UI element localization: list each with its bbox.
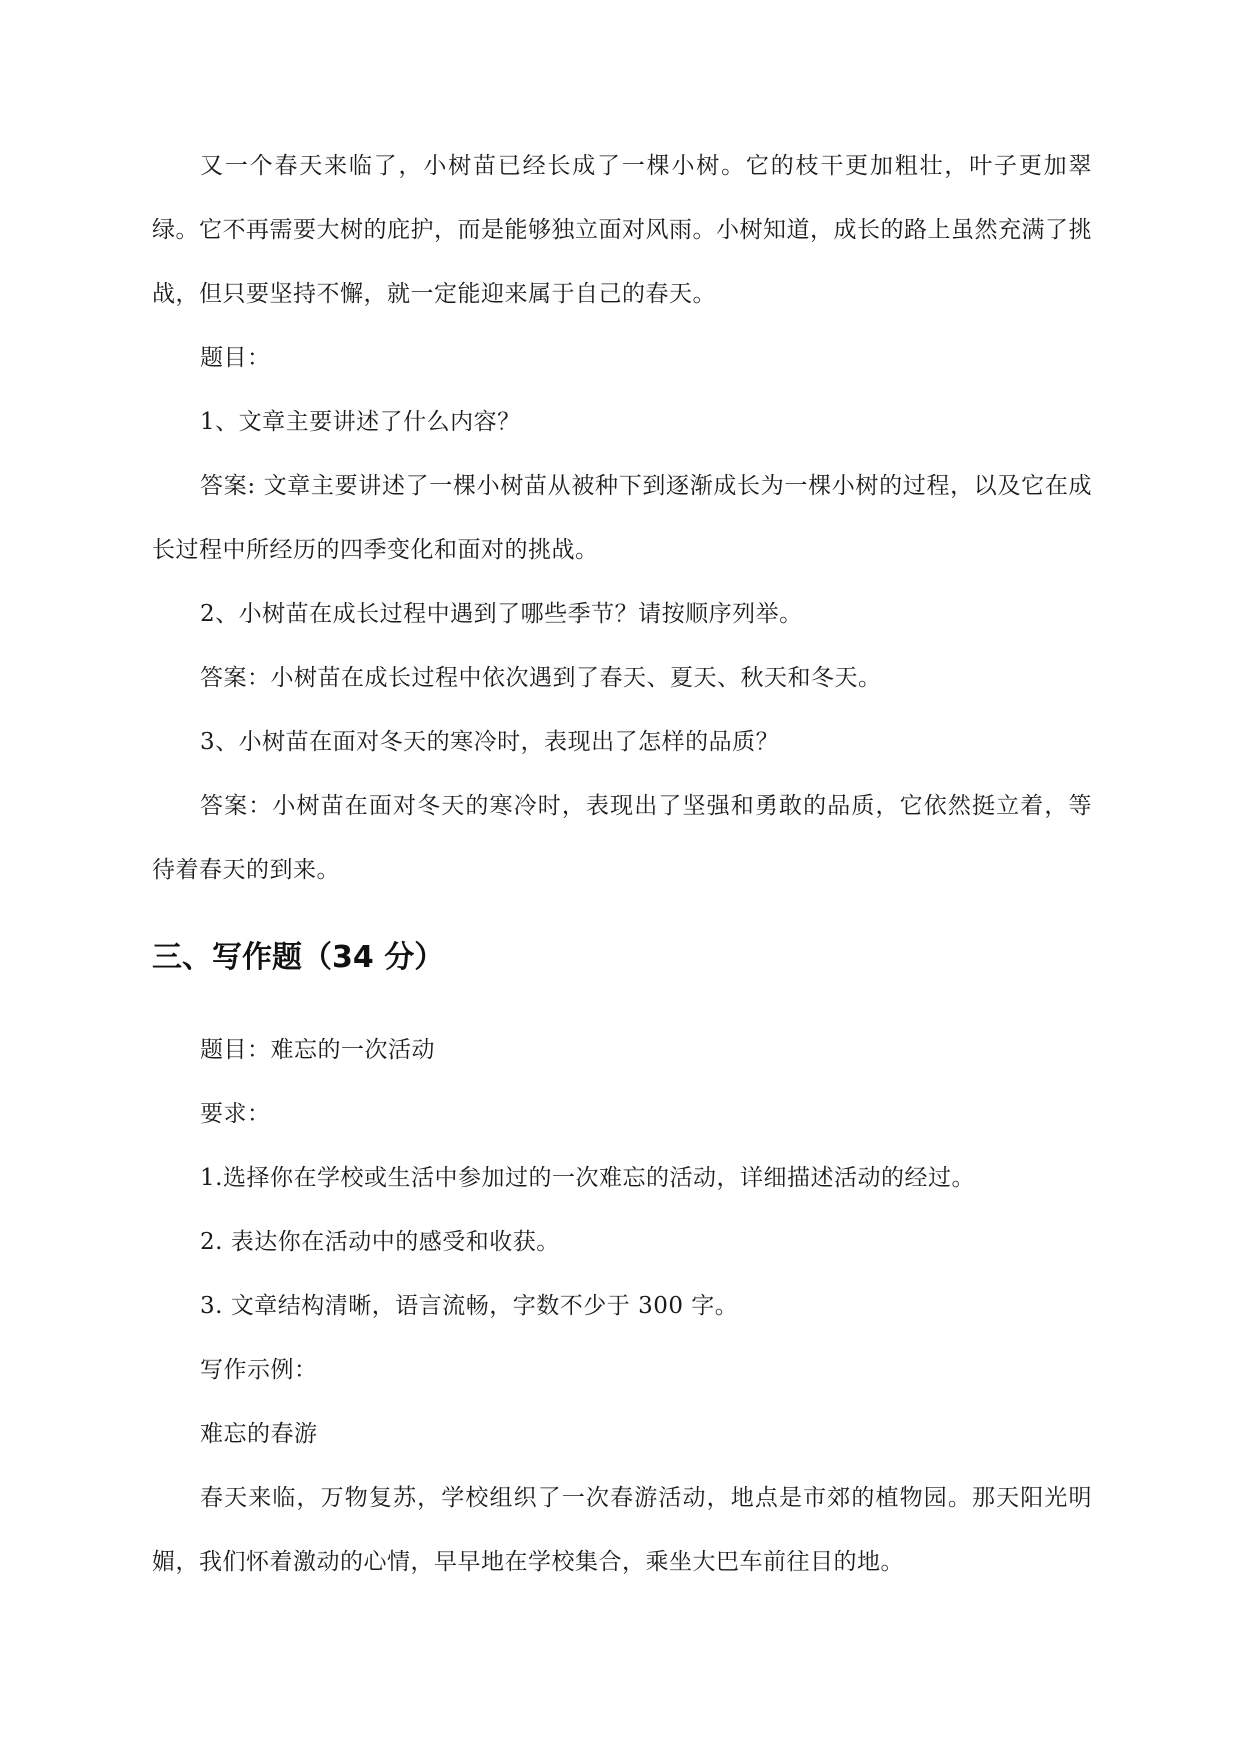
section-heading-writing: 三、写作题（34 分） (152, 940, 445, 975)
answer-2: 答案：小树苗在成长过程中依次遇到了春天、夏天、秋天和冬天。 (200, 665, 882, 691)
requirement-1: 1.选择你在学校或生活中参加过的一次难忘的活动，详细描述活动的经过。 (200, 1165, 975, 1191)
questions-label: 题目： (200, 345, 271, 371)
requirement-3: 3. 文章结构清晰，语言流畅，字数不少于 300 字。 (200, 1293, 739, 1319)
story-paragraph: 又一个春天来临了，小树苗已经长成了一棵小树。它的枝干更加粗壮，叶子更加翠绿。它不再需要大树的庇护，而是能够独立面对风雨。小树知道，成长的路上虽然充满了挑战，但只要坚持不懈，就一定能迎来属于自己的春天。 (152, 153, 1092, 307)
example-paragraph: 春天来临，万物复苏，学校组织了一次春游活动，地点是市郊的植物园。那天阳光明媚，我们怀着激动的心情，早早地在学校集合，乘坐大巴车前往目的地。 (152, 1485, 1092, 1575)
writing-topic: 题目：难忘的一次活动 (200, 1037, 435, 1063)
requirements-label: 要求： (200, 1101, 271, 1127)
example-title: 难忘的春游 (200, 1421, 318, 1447)
example-label: 写作示例： (200, 1357, 318, 1383)
question-3: 3、小树苗在面对冬天的寒冷时，表现出了怎样的品质？ (200, 729, 780, 755)
requirement-2: 2. 表达你在活动中的感受和收获。 (200, 1229, 560, 1255)
question-1: 1、文章主要讲述了什么内容？ (200, 409, 521, 435)
answer-3: 答案：小树苗在面对冬天的寒冷时，表现出了坚强和勇敢的品质，它依然挺立着，等待着春天的到来。 (152, 793, 1092, 883)
question-2: 2、小树苗在成长过程中遇到了哪些季节？请按顺序列举。 (200, 601, 803, 627)
answer-1: 答案: 文章主要讲述了一棵小树苗从被种下到逐渐成长为一棵小树的过程，以及它在成长过程中所经历的四季变化和面对的挑战。 (152, 473, 1092, 563)
